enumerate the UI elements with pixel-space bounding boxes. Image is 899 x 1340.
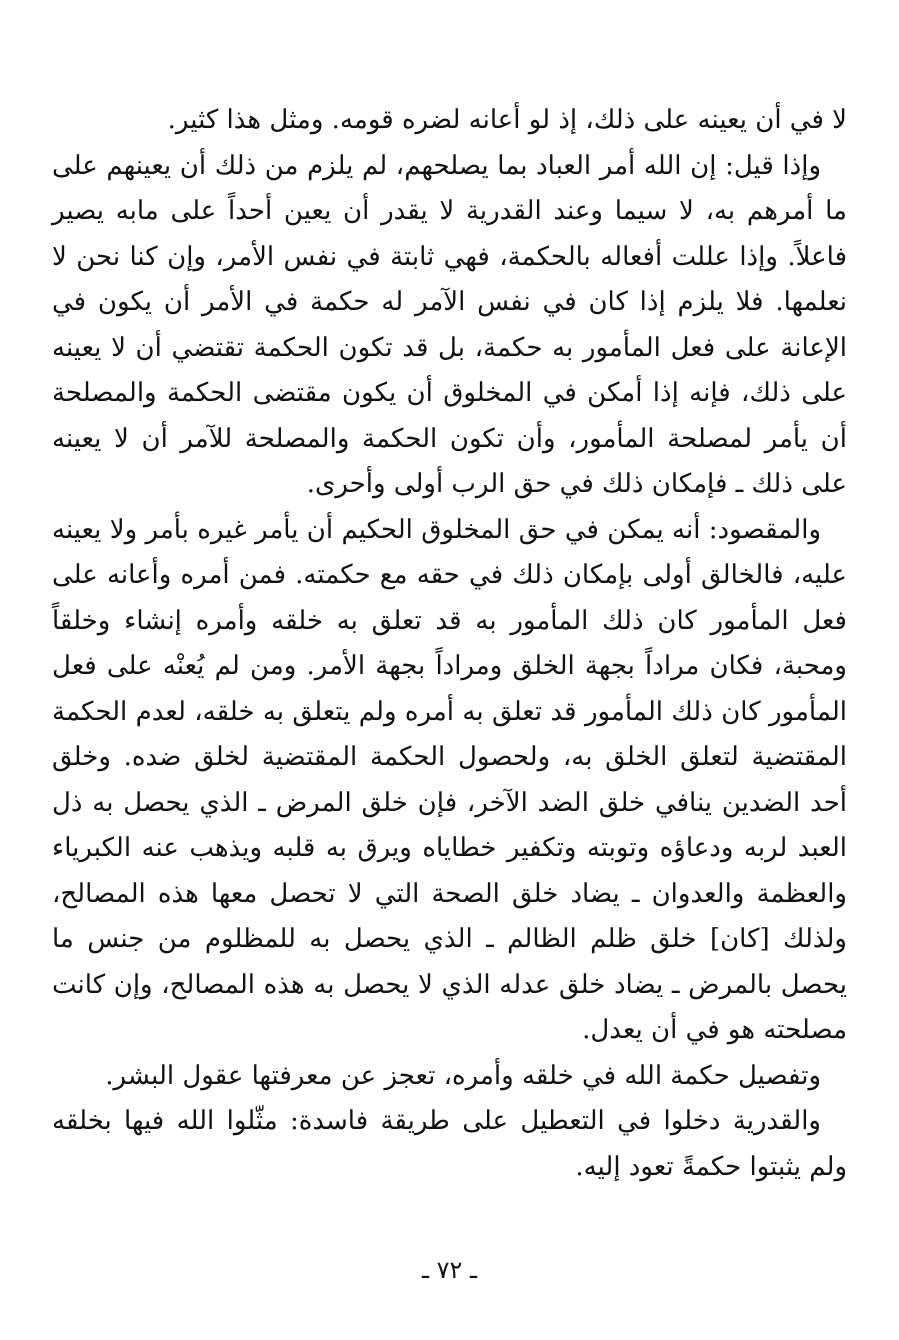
page-body — [52, 98, 847, 1248]
paragraph-4: وتفصيل حكمة الله في خلقه وأمره، تعجز عن معرفتها عقول البشر. — [105, 1060, 821, 1091]
paragraph-3: والمقصود: أنه يمكن في حق المخلوق الحكيم أن يأمر غيره بأمر ولا يعينه عليه، فالخالق أولى بإمكان ذلك في حقه مع حكمته. فمن أمره وأعانه على فعل المأمور كان ذلك المأمور به قد تعلق به خلقه وأمره إنشاء وخلقاً ومحبة، فكان مراداً بجهة الخلق ومراداً بجهة الأمر. ومن لم يُعنْه على فعل المأمور كان ذلك المأمور قد تعلق به أمره ولم يتعلق به خلقه، لعدم الحكمة المقتضية لتعلق الخلق به، ولحصول الحكمة المقتضية لخلق ضده. وخلق أحد الضدين ينافي خلق الضد الآخر، فإن خلق المرض ـ الذي يحصل به ذل العبد لربه ودعاؤه وتوبته وتكفير خطاياه ويرق به قلبه ويذهب عنه الكبرياء والعظمة والعدوان ـ يضاد خلق الصحة التي لا تحصل معها هذه المصالح، ولذلك [كان] خلق ظلم الظالم ـ الذي يحصل به للمظلوم من جنس ما يحصل بالمرض ـ يضاد خلق عدله الذي لا يحصل به هذه المصالح، وإن كانت مصلحته هو في أن يعدل. — [52, 514, 847, 1045]
paragraph-5: والقدرية دخلوا في التعطيل على طريقة فاسدة: مثّلوا الله فيها بخلقه ولم يثبتوا حكمةً تعود إليه. — [52, 1106, 847, 1182]
paragraph-1: لا في أن يعينه على ذلك، إذ لو أعانه لضره قومه. ومثل هذا كثير. — [167, 105, 847, 135]
page-number: ـ ٧٢ ـ — [421, 1256, 478, 1284]
paragraph-2: وإذا قيل: إن الله أمر العباد بما يصلحهم، لم يلزم من ذلك أن يعينهم على ما أمرهم به، لا سيما وعند القدرية لا يقدر أن يعين أحداً على مابه يصير فاعلاً. وإذا عللت أفعاله بالحكمة، فهي ثابتة في نفس الأمر، وإن كنا نحن لا نعلمها. فلا يلزم إذا كان في نفس الآمر له حكمة في الأمر أن يكون في الإعانة على فعل المأمور به حكمة، بل قد تكون الحكمة تقتضي أن لا يعينه على ذلك، فإنه إذا أمكن في المخلوق أن يكون مقتضى الحكمة والمصلحة أن يأمر لمصلحة المأمور، وأن تكون الحكمة والمصلحة للآمر أن لا يعينه على ذلك ـ فإمكان ذلك في حق الرب أولى وأحرى. — [52, 150, 847, 499]
